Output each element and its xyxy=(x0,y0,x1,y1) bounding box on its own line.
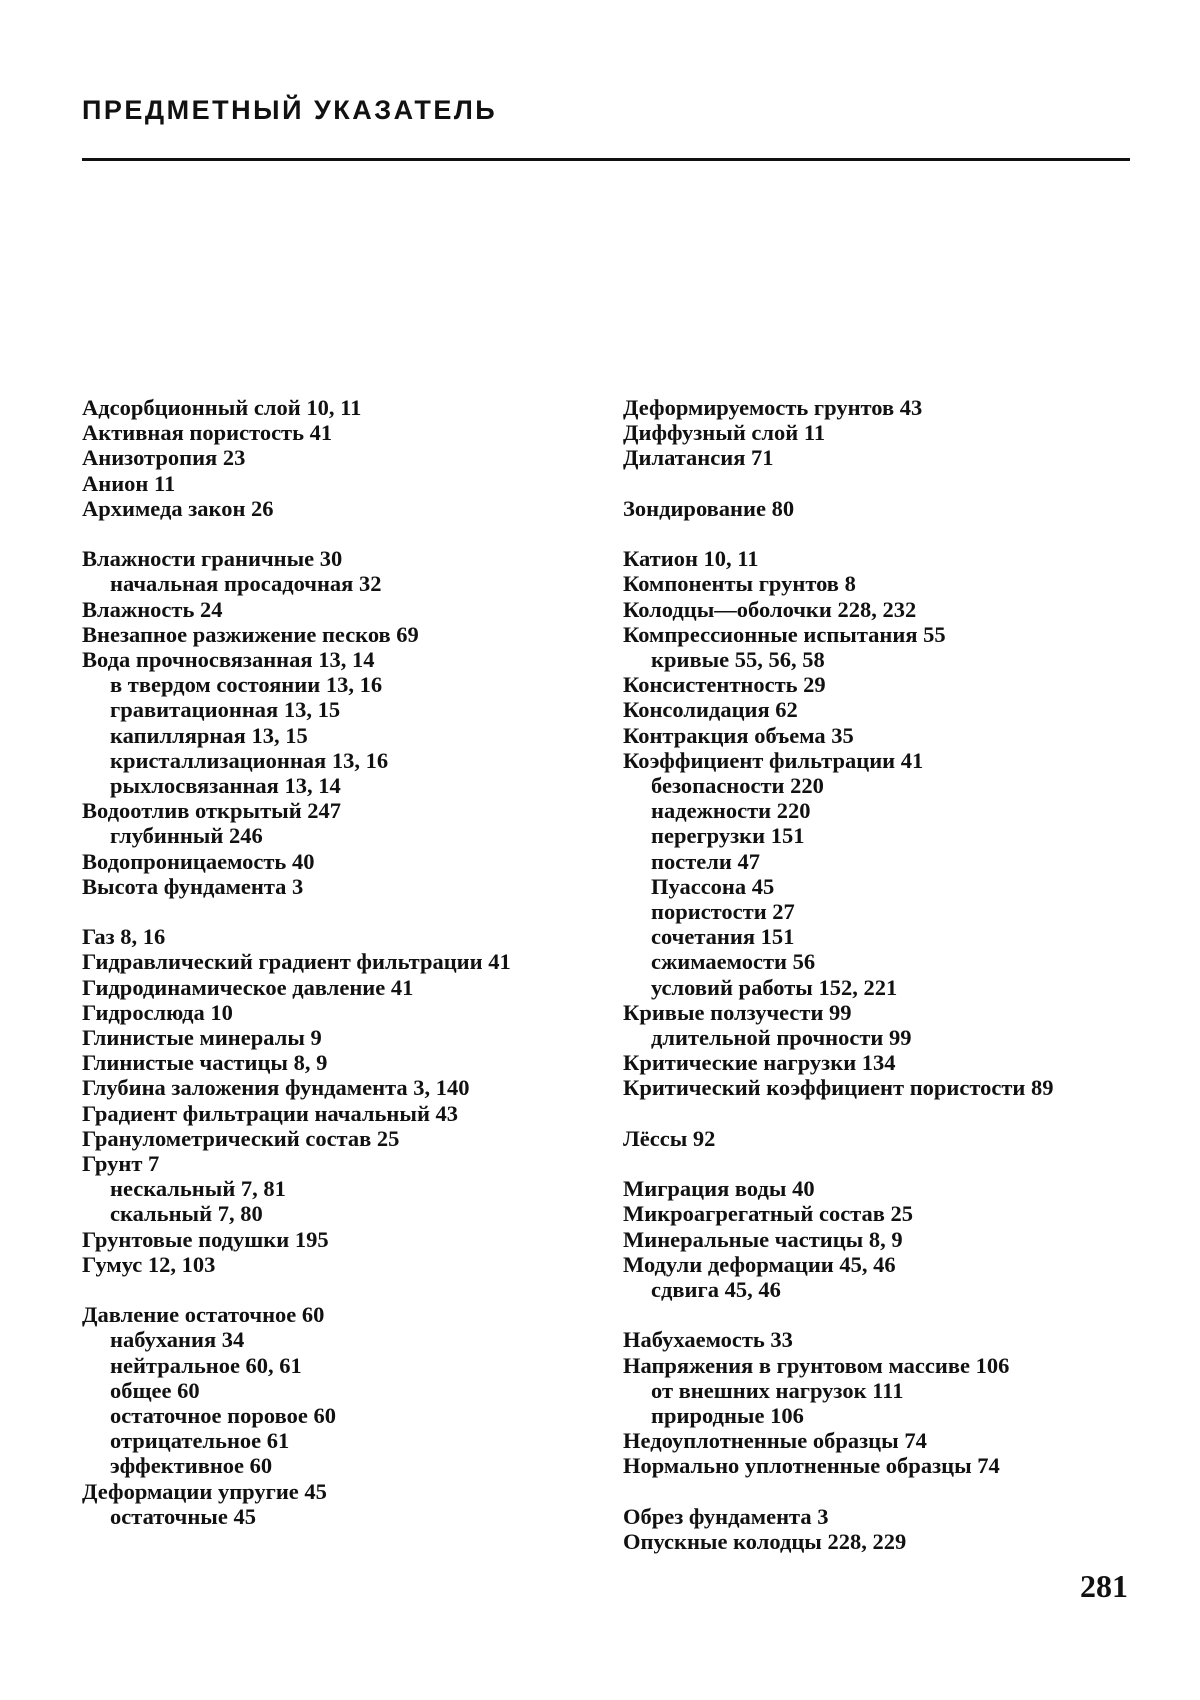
index-letter-group xyxy=(623,1176,1133,1302)
index-subentry: Пуассона 45 xyxy=(651,873,775,899)
index-entry: Модули деформации 45, 46 xyxy=(623,1251,896,1277)
index-entry: Контракция объема 35 xyxy=(623,722,854,748)
index-subentry: эффективное 60 xyxy=(110,1453,273,1479)
index-subentry: кристаллизационная 13, 16 xyxy=(110,747,389,773)
index-entry: Диффузный слой 11 xyxy=(623,420,826,446)
index-entry: Критические нагрузки 134 xyxy=(623,1050,896,1076)
index-subentry: рыхлосвязанная 13, 14 xyxy=(110,773,341,799)
index-entry: Катион 10, 11 xyxy=(623,546,759,572)
index-subentry: природные 106 xyxy=(651,1403,804,1429)
index-letter-group xyxy=(623,395,1133,471)
index-subentry: гравитационная 13, 15 xyxy=(110,697,341,723)
index-entry: Активная пористость 41 xyxy=(82,420,333,446)
page-number: 281 xyxy=(1080,1568,1128,1604)
index-subentry: в твердом состоянии 13, 16 xyxy=(110,672,383,698)
index-entry: Коэффициент фильтрации 41 xyxy=(623,747,924,773)
index-subentry: остаточные 45 xyxy=(110,1503,256,1529)
index-entry: Деформации упругие 45 xyxy=(82,1478,327,1504)
index-letter-group xyxy=(623,1504,1133,1554)
index-entry: Минеральные частицы 8, 9 xyxy=(623,1226,903,1252)
index-entry: Обрез фундамента 3 xyxy=(623,1503,829,1529)
index-entry: Микроагрегатный состав 25 xyxy=(623,1201,914,1227)
index-entry: Высота фундамента 3 xyxy=(82,873,304,899)
index-entry: Глинистые минералы 9 xyxy=(82,1025,322,1051)
index-subentry: сдвига 45, 46 xyxy=(651,1277,781,1303)
index-entry: Лёссы 92 xyxy=(623,1125,716,1151)
index-subentry: пористости 27 xyxy=(651,899,795,925)
index-entry: Архимеда закон 26 xyxy=(82,495,274,521)
index-subentry: длительной прочности 99 xyxy=(651,1025,912,1051)
index-entry: Зондирование 80 xyxy=(623,495,795,521)
index-letter-group xyxy=(623,1327,1133,1478)
index-subentry: сжимаемости 56 xyxy=(651,949,816,975)
index-subentry: скальный 7, 80 xyxy=(110,1201,263,1227)
index-entry: Гидрослюда 10 xyxy=(82,999,233,1025)
index-entry: Влажность 24 xyxy=(82,596,223,622)
index-entry: Гидравлический градиент фильтрации 41 xyxy=(82,949,511,975)
index-entry: Влажности граничные 30 xyxy=(82,546,343,572)
index-subentry: надежности 220 xyxy=(651,798,811,824)
index-subentry: постели 47 xyxy=(651,848,760,874)
index-entry: Внезапное разжижение песков 69 xyxy=(82,621,419,647)
index-subentry: нейтральное 60, 61 xyxy=(110,1352,302,1378)
index-letter-group xyxy=(623,1126,1133,1151)
index-entry: Кривые ползучести 99 xyxy=(623,999,852,1025)
index-entry: Гранулометрический состав 25 xyxy=(82,1125,400,1151)
index-entry: Адсорбционный слой 10, 11 xyxy=(82,395,362,420)
index-column-right xyxy=(623,395,1133,1579)
index-subentry: нескальный 7, 81 xyxy=(110,1176,286,1202)
index-letter-group xyxy=(623,496,1133,521)
index-entry: Вода прочносвязанная 13, 14 xyxy=(82,647,375,673)
index-subentry: сочетания 151 xyxy=(651,924,795,950)
index-letter-group xyxy=(82,1302,592,1529)
index-subentry: кривые 55, 56, 58 xyxy=(651,647,825,672)
index-entry: Анизотропия 23 xyxy=(82,445,246,471)
index-entry: Опускные колодцы 228, 229 xyxy=(623,1529,907,1555)
index-subentry: глубинный 246 xyxy=(110,823,263,849)
index-entry: Градиент фильтрации начальный 43 xyxy=(82,1100,459,1126)
index-entry: Напряжения в грунтовом массиве 106 xyxy=(623,1352,1010,1378)
index-entry: Грунтовые подушки 195 xyxy=(82,1226,329,1252)
index-letter-group xyxy=(82,395,592,521)
index-subentry: условий работы 152, 221 xyxy=(651,974,898,1000)
index-entry: Газ 8, 16 xyxy=(82,924,166,950)
index-subentry: от внешних нагрузок 111 xyxy=(651,1377,904,1403)
index-entry: Миграция воды 40 xyxy=(623,1176,815,1202)
index-subentry: отрицательное 61 xyxy=(110,1428,290,1454)
title-rule xyxy=(82,158,1130,161)
index-entry: Нормально уплотненные образцы 74 xyxy=(623,1453,1000,1479)
index-column-left xyxy=(82,395,592,1554)
index-entry: Глинистые частицы 8, 9 xyxy=(82,1050,328,1076)
index-entry: Критический коэффициент пористости 89 xyxy=(623,1075,1054,1101)
index-subentry: капиллярная 13, 15 xyxy=(110,722,308,748)
index-entry: Колодцы—оболочки 228, 232 xyxy=(623,596,917,622)
index-entry: Давление остаточное 60 xyxy=(82,1302,325,1328)
index-entry: Водоотлив открытый 247 xyxy=(82,798,342,824)
index-subentry: безопасности 220 xyxy=(651,773,824,799)
index-entry: Глубина заложения фундамента 3, 140 xyxy=(82,1075,470,1101)
index-letter-group xyxy=(623,546,1133,1100)
page-title: ПРЕДМЕТНЫЙ УКАЗАТЕЛЬ xyxy=(82,95,498,125)
index-subentry: начальная просадочная 32 xyxy=(110,571,382,597)
index-subentry: остаточное поровое 60 xyxy=(110,1403,336,1429)
index-subentry: общее 60 xyxy=(110,1377,200,1403)
index-entry: Анион 11 xyxy=(82,470,176,496)
index-entry: Дилатансия 71 xyxy=(623,445,774,471)
index-entry: Гумус 12, 103 xyxy=(82,1251,216,1277)
index-entry: Недоуплотненные образцы 74 xyxy=(623,1428,927,1454)
index-letter-group xyxy=(82,546,592,899)
index-entry: Консолидация 62 xyxy=(623,697,798,723)
index-entry: Компоненты грунтов 8 xyxy=(623,571,856,597)
index-entry: Водопроницаемость 40 xyxy=(82,848,315,874)
index-entry: Деформируемость грунтов 43 xyxy=(623,395,923,420)
index-entry: Набухаемость 33 xyxy=(623,1327,793,1353)
index-entry: Компрессионные испытания 55 xyxy=(623,621,946,647)
index-subentry: набухания 34 xyxy=(110,1327,245,1353)
index-subentry: перегрузки 151 xyxy=(651,823,805,849)
index-entry: Консистентность 29 xyxy=(623,672,826,698)
index-entry: Грунт 7 xyxy=(82,1151,160,1177)
index-entry: Гидродинамическое давление 41 xyxy=(82,974,414,1000)
index-letter-group xyxy=(82,924,592,1277)
